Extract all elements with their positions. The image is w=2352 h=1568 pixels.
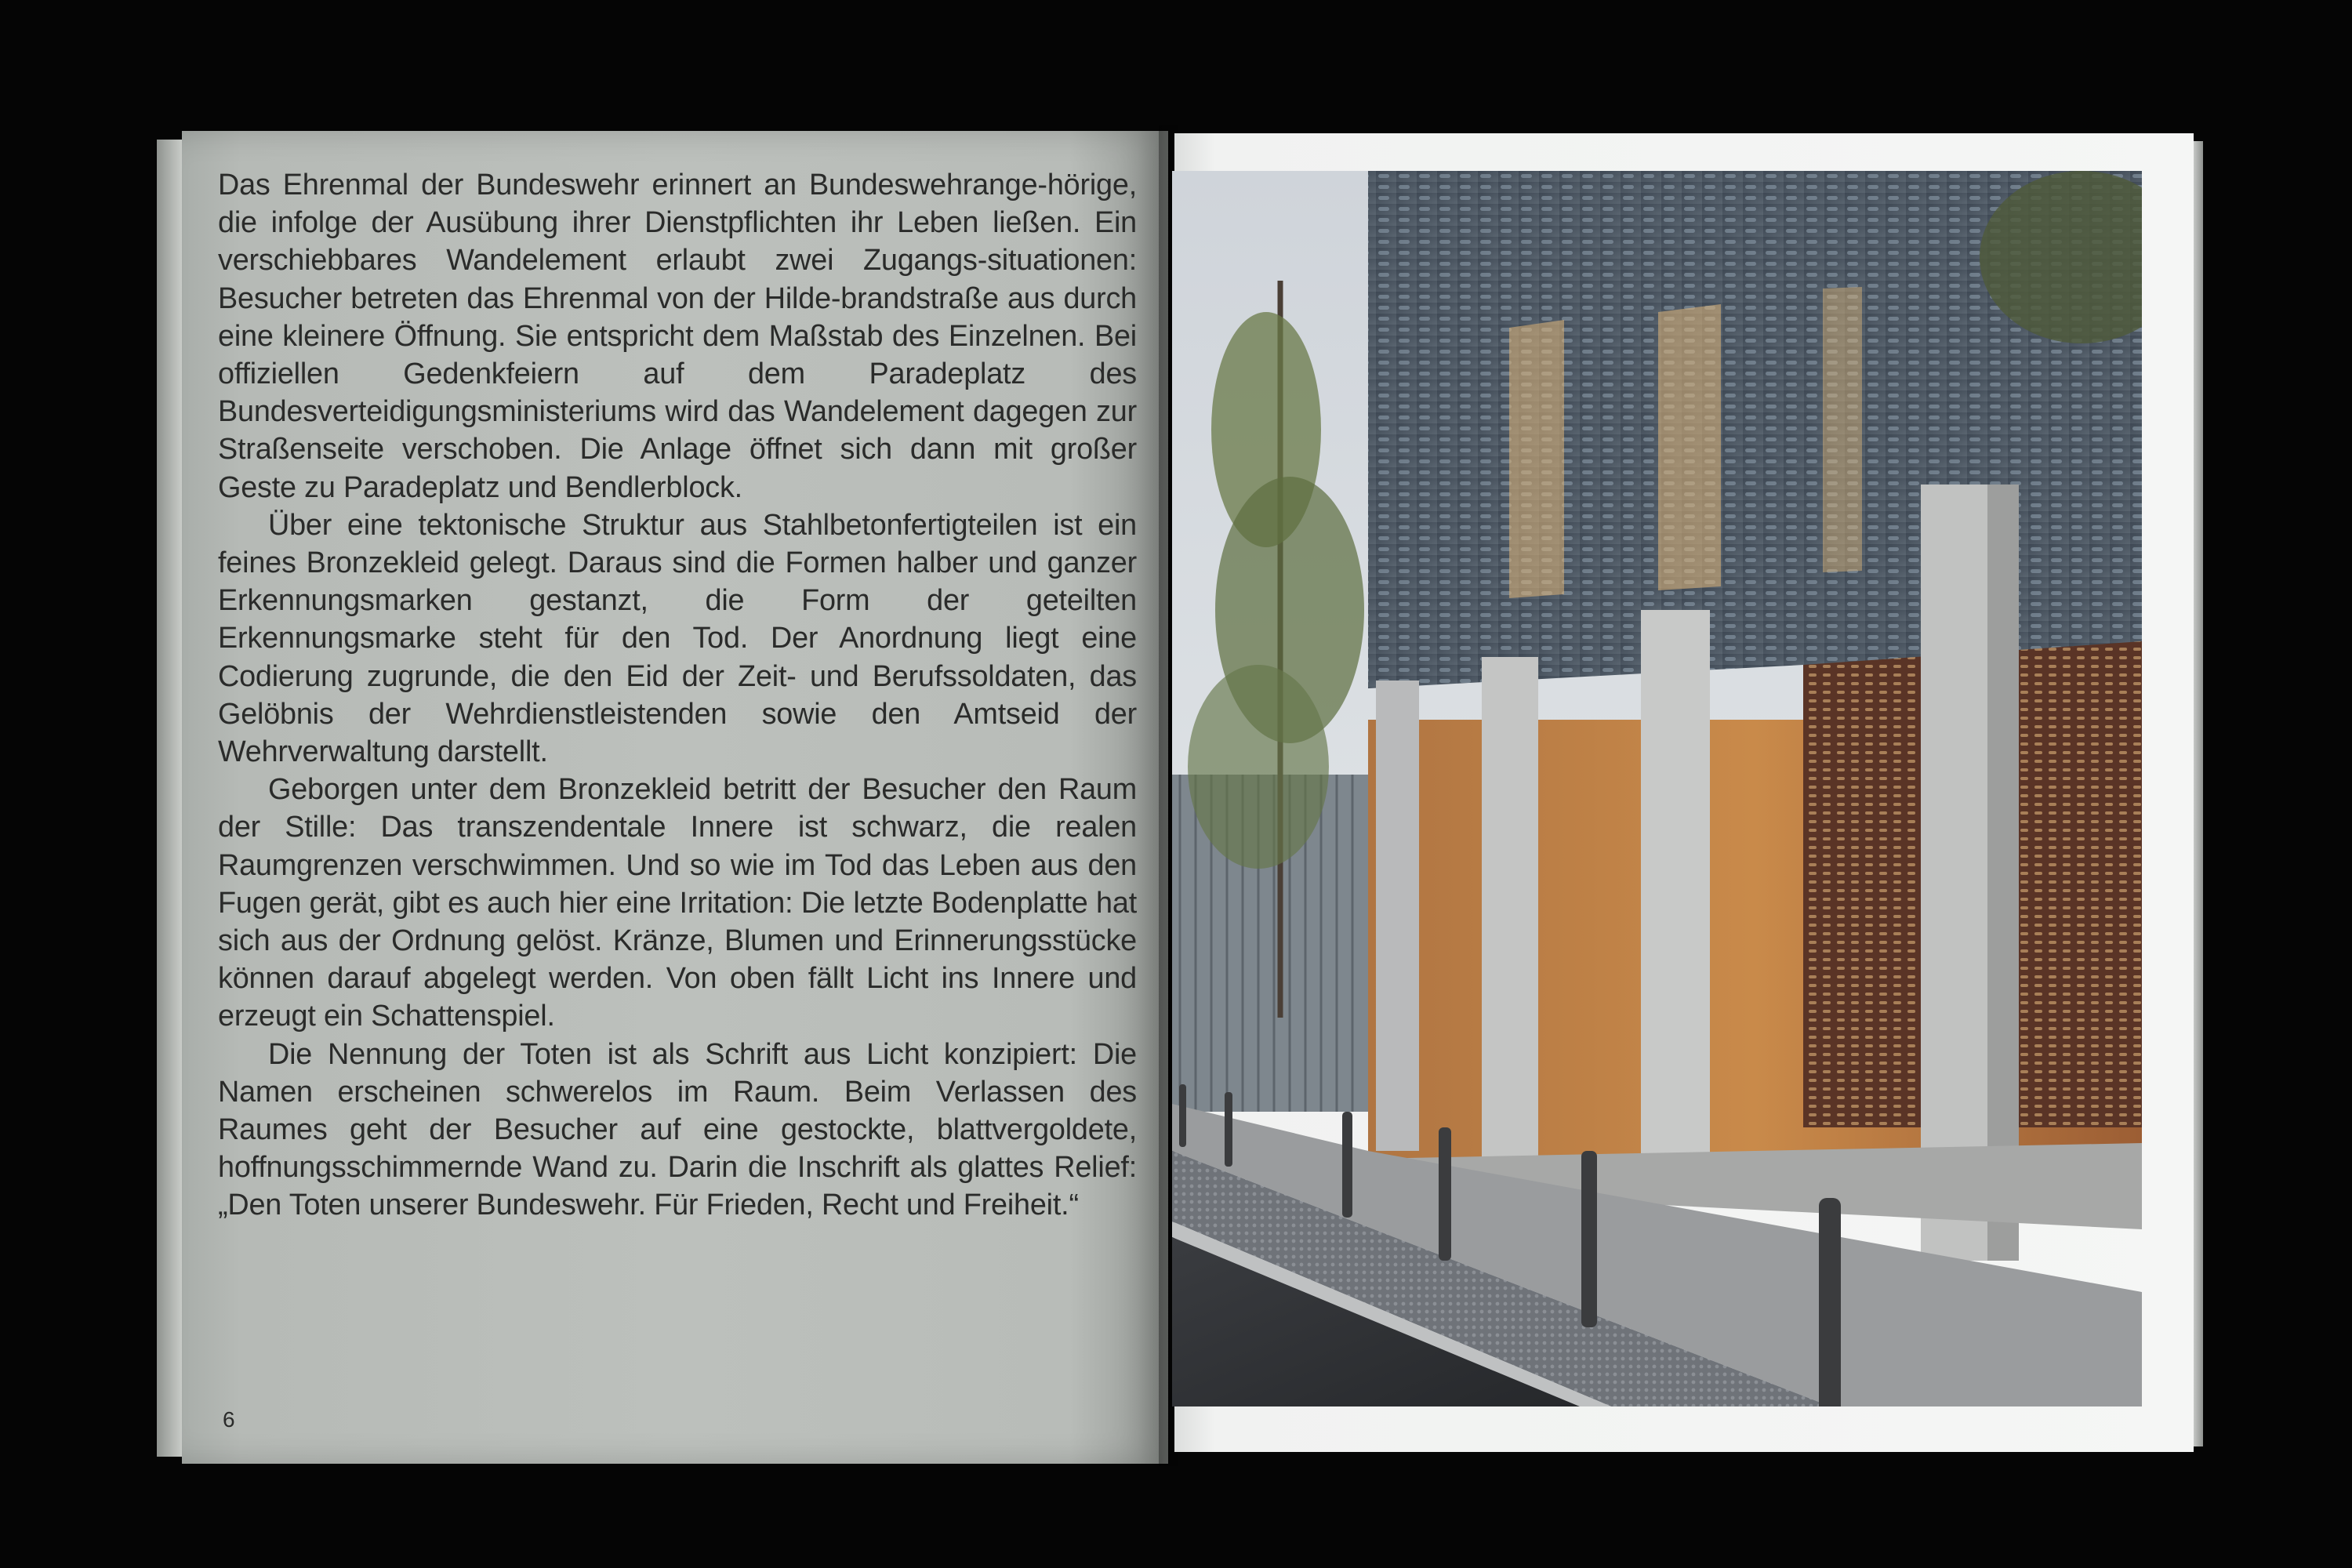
- concrete-column: [1482, 657, 1538, 1167]
- right-page-edge: [2192, 141, 2203, 1446]
- paragraph: Über eine tektonische Struktur aus Stahlbetonfertigteilen ist ein feines Bronzekleid gelegt. Daraus sind die Formen halber und ganzer Erkennungsmarken gestanzt, die Form der geteilten Erkennungsmarke steht für den Tod. Der Anordnung liegt eine Codierung zugrunde, die den Eid der Zeit- und Berufssoldaten, das Gelöbnis der Wehrdienstleistenden sowie den Amtseid der Wehrverwaltung darstellt.: [218, 508, 1137, 769]
- photo-svg: [1172, 171, 2142, 1406]
- column-shadow: [1987, 485, 2019, 1261]
- concrete-column: [1376, 681, 1419, 1151]
- facade-light-openings: [1658, 304, 1721, 590]
- facade-light-openings: [1823, 287, 1862, 572]
- paragraph: Das Ehrenmal der Bundeswehr erinnert an Bundeswehrange-hörige, die infolge der Ausübung ihrer Dienstpflichten ihr Leben ließen. Ein verschiebbares Wandelement erlaubt zwei Zugangs-situationen: Besucher betreten das Ehrenmal von der Hilde-brandstraße aus durch eine kleinere Öffnung. Sie entspricht dem Maßstab des Einzelnen. Bei offiziellen Gedenkfeiern auf dem Paradeplatz des Bundesverteidigungsministeriums wird das Wandelement dagegen zur Straßenseite verschoben. Die Anlage öffnet sich dann mit großer Geste zu Paradeplatz und Bendlerblock.: [218, 169, 1137, 504]
- page-number: 6: [223, 1407, 235, 1432]
- facade-light-openings: [1509, 320, 1564, 598]
- paragraph: Die Nennung der Toten ist als Schrift aus Licht konzipiert: Die Namen erscheinen schwerelos im Raum. Beim Verlassen des Raumes geht der Besucher auf eine gestockte, blattvergoldete, hoffnungsschimmernde Wand zu. Darin die Inschrift als glattes Relief: „Den Toten unserer Bundeswehr. Für Frieden, Recht und Freiheit.“: [218, 1037, 1137, 1222]
- body-text: [218, 166, 1137, 1225]
- memorial-photograph: [1172, 171, 2142, 1406]
- left-page: [182, 131, 1168, 1464]
- paragraph: Geborgen unter dem Bronzekleid betritt der Besucher den Raum der Stille: Das transzendentale Innere ist schwarz, die realen Raumgrenzen verschwimmen. Und so wie im Tod das Leben aus den Fugen gerät, gibt es auch hier eine Irritation: Die letzte Bodenplatte hat sich aus der Ordnung gelöst. Kränze, Blumen und Erinnerungsstücke können darauf abgelegt werden. Von oben fällt Licht ins Innere und erzeugt ein Schattenspiel.: [218, 773, 1137, 1033]
- concrete-column: [1641, 610, 1710, 1174]
